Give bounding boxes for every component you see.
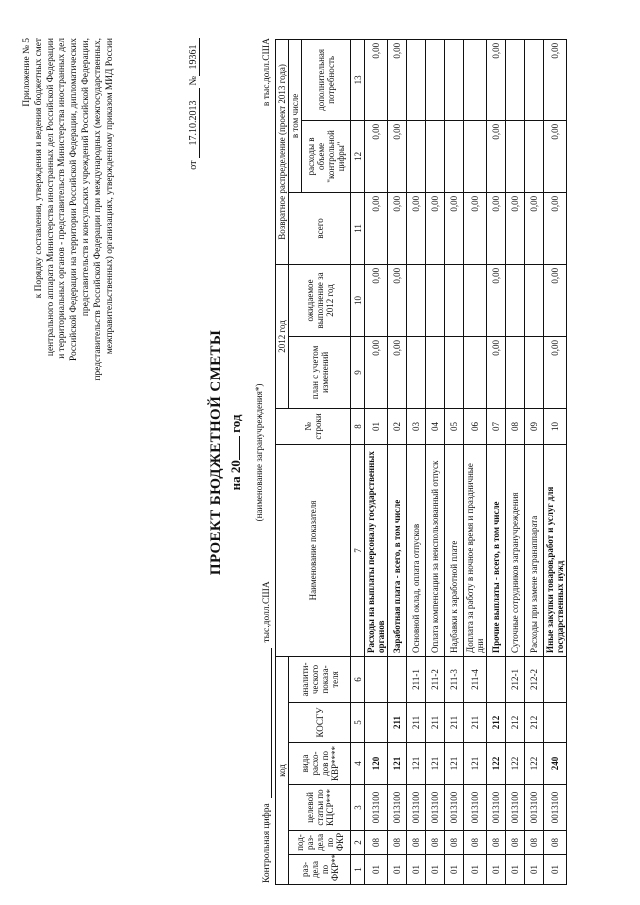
cell-nomer-stroki: 04	[426, 408, 445, 444]
cell-kontrol	[407, 120, 426, 192]
cell-vsego: 0,00	[487, 192, 506, 264]
header-vozvratnoe: Возвратное распределение (проект 2013 года)	[276, 39, 289, 264]
cell-razdel: 01	[426, 855, 445, 885]
cell-vsego: 0,00	[388, 192, 407, 264]
control-figure	[262, 581, 272, 883]
cell-dopolnitelnaya: 0,00	[388, 39, 407, 120]
cell-kontrol	[464, 120, 487, 192]
cell-vid-rashodov: 121	[445, 743, 464, 785]
cell-ozhidaemoe	[464, 264, 487, 336]
cell-naimenovanie: Расходы на выплаты персоналу государственных органов	[365, 444, 388, 656]
appendix-line: центрального аппарата Министерства иностранных дел Российской Федерации	[45, 38, 56, 357]
header-plan: план с учетом изменений	[289, 336, 351, 408]
subtitle-suffix: год	[228, 414, 243, 433]
cell-celevaya: 0013100	[365, 785, 388, 831]
header-rashody-v-obeme: расходы в объеме "контрольной цифры"	[302, 120, 351, 192]
cell-dopolnitelnaya	[525, 39, 544, 120]
cell-kosgu: 212	[506, 703, 525, 743]
cell-celevaya: 0013100	[464, 785, 487, 831]
cell-vsego: 0,00	[445, 192, 464, 264]
cell-vsego: 0,00	[365, 192, 388, 264]
cell-podrazdel: 08	[464, 831, 487, 855]
cell-dopolnitelnaya	[445, 39, 464, 120]
appendix-line: и территориальных органов - представительств Министерства иностранных дел	[57, 38, 68, 359]
cell-nomer-stroki: 10	[544, 408, 567, 444]
cell-vid-rashodov: 121	[407, 743, 426, 785]
cell-kosgu	[365, 703, 388, 743]
table-row	[426, 39, 445, 884]
cell-celevaya: 0013100	[544, 785, 567, 831]
cell-celevaya: 0013100	[487, 785, 506, 831]
cell-analiticheskiy: 212-2	[525, 656, 544, 702]
cell-vsego: 0,00	[544, 192, 567, 264]
cell-plan	[426, 336, 445, 408]
cell-kontrol	[426, 120, 445, 192]
cell-vid-rashodov: 120	[365, 743, 388, 785]
cell-ozhidaemoe: 0,00	[388, 264, 407, 336]
cell-celevaya: 0013100	[388, 785, 407, 831]
cell-vsego: 0,00	[525, 192, 544, 264]
table-row	[506, 39, 525, 884]
cell-naimenovanie: Доплата за работу в ночное время и праздничные дни	[464, 444, 487, 656]
cell-dopolnitelnaya: 0,00	[365, 39, 388, 120]
column-number: 1	[351, 855, 365, 885]
subtitle-prefix: на 20	[228, 460, 243, 491]
cell-ozhidaemoe	[506, 264, 525, 336]
table-row	[445, 39, 464, 884]
table-body	[365, 39, 567, 884]
cell-dopolnitelnaya	[426, 39, 445, 120]
cell-analiticheskiy: 212-1	[506, 656, 525, 702]
order-number-label: №	[188, 76, 199, 86]
cell-ozhidaemoe	[525, 264, 544, 336]
cell-dopolnitelnaya: 0,00	[544, 39, 567, 120]
appendix-line: представительств и консульских учреждений Российской Федерации,	[80, 38, 91, 317]
cell-podrazdel: 08	[487, 831, 506, 855]
cell-podrazdel: 08	[544, 831, 567, 855]
cell-naimenovanie: Надбавки к заработной плате	[445, 444, 464, 656]
cell-nomer-stroki: 06	[464, 408, 487, 444]
budget-table	[275, 39, 567, 885]
cell-celevaya: 0013100	[506, 785, 525, 831]
cell-podrazdel: 08	[407, 831, 426, 855]
cell-analiticheskiy	[544, 656, 567, 702]
cell-vid-rashodov: 122	[506, 743, 525, 785]
cell-celevaya: 0013100	[445, 785, 464, 831]
cell-celevaya: 0013100	[407, 785, 426, 831]
header-nomer-stroki: № строки	[276, 408, 351, 444]
cell-kontrol: 0,00	[487, 120, 506, 192]
cell-plan	[464, 336, 487, 408]
appendix-line: Приложение № 5	[22, 38, 32, 107]
cell-celevaya: 0013100	[426, 785, 445, 831]
cell-plan: 0,00	[365, 336, 388, 408]
order-number: 19361	[188, 38, 200, 76]
column-number-row	[351, 39, 365, 884]
cell-dopolnitelnaya	[464, 39, 487, 120]
column-number: 8	[351, 408, 365, 444]
cell-razdel: 01	[544, 855, 567, 885]
header-podrazdel: под-раз-дела по ФКР	[289, 831, 351, 855]
cell-razdel: 01	[445, 855, 464, 885]
cell-plan: 0,00	[388, 336, 407, 408]
cell-kosgu	[544, 703, 567, 743]
cell-analiticheskiy: 211-3	[445, 656, 464, 702]
cell-plan	[506, 336, 525, 408]
cell-vsego: 0,00	[464, 192, 487, 264]
header-year-2012: 2012 год	[276, 264, 289, 408]
cell-kontrol: 0,00	[388, 120, 407, 192]
header-kod: код	[276, 656, 289, 884]
cell-ozhidaemoe	[426, 264, 445, 336]
table-row	[365, 39, 388, 884]
appendix-header	[22, 38, 116, 508]
cell-nomer-stroki: 02	[388, 408, 407, 444]
table-row	[544, 39, 567, 884]
cell-analiticheskiy: 211-1	[407, 656, 426, 702]
cell-plan	[407, 336, 426, 408]
cell-plan	[445, 336, 464, 408]
cell-podrazdel: 08	[388, 831, 407, 855]
cell-razdel: 01	[506, 855, 525, 885]
cell-nomer-stroki: 01	[365, 408, 388, 444]
cell-podrazdel: 08	[426, 831, 445, 855]
cell-ozhidaemoe: 0,00	[487, 264, 506, 336]
column-number: 11	[351, 192, 365, 264]
institution-caption: (наименование загранучреждения*)	[254, 383, 264, 522]
header-razdel: раз-дела по ФКР**	[289, 855, 351, 885]
cell-nomer-stroki: 08	[506, 408, 525, 444]
cell-vid-rashodov: 122	[487, 743, 506, 785]
cell-plan: 0,00	[544, 336, 567, 408]
cell-plan: 0,00	[487, 336, 506, 408]
cell-naimenovanie: Суточные сотрудников загранучреждения	[506, 444, 525, 656]
cell-dopolnitelnaya	[506, 39, 525, 120]
cell-nomer-stroki: 09	[525, 408, 544, 444]
header-analiticheskiy: аналити-ческого показа-теля	[289, 656, 351, 702]
cell-nomer-stroki: 05	[445, 408, 464, 444]
column-number: 3	[351, 785, 365, 831]
cell-ozhidaemoe	[445, 264, 464, 336]
cell-kontrol: 0,00	[544, 120, 567, 192]
cell-razdel: 01	[525, 855, 544, 885]
header-celevaya: целевой статьи по КЦСР***	[289, 785, 351, 831]
cell-naimenovanie: Оплата компенсации за неиспользованный отпуск	[426, 444, 445, 656]
cell-ozhidaemoe	[407, 264, 426, 336]
cell-razdel: 01	[388, 855, 407, 885]
order-reference	[188, 38, 200, 170]
table-row	[407, 39, 426, 884]
header-dopolnitelnaya: дополнительная потребность	[302, 39, 351, 120]
column-number: 6	[351, 656, 365, 702]
control-blank	[271, 648, 272, 798]
cell-kosgu: 211	[407, 703, 426, 743]
column-number: 13	[351, 39, 365, 120]
header-naimenovanie: Наименование показателя	[276, 444, 351, 656]
table-row	[525, 39, 544, 884]
table-row	[487, 39, 506, 884]
column-number: 10	[351, 264, 365, 336]
cell-naimenovanie: Основной оклад, оплата отпусков	[407, 444, 426, 656]
cell-vsego: 0,00	[407, 192, 426, 264]
table-row	[388, 39, 407, 884]
appendix-line: межправительственных) организациях, утвержденному приказом МИД России	[104, 38, 115, 355]
cell-vid-rashodov: 121	[388, 743, 407, 785]
cell-celevaya: 0013100	[525, 785, 544, 831]
cell-dopolnitelnaya	[407, 39, 426, 120]
header-ozhidaemoe: ожидаемое выполнение за 2012 год	[289, 264, 351, 336]
header-kosgu: КОСГУ	[289, 703, 351, 743]
cell-naimenovanie: Заработная плата - всего, в том числе	[388, 444, 407, 656]
cell-podrazdel: 08	[506, 831, 525, 855]
appendix-line: представительств Российской Федерации при международных (межгосударственных,	[92, 38, 103, 381]
header-v-tom-chisle: в том числе	[289, 39, 302, 192]
cell-razdel: 01	[407, 855, 426, 885]
cell-kosgu: 212	[487, 703, 506, 743]
cell-kosgu: 211	[426, 703, 445, 743]
cell-kontrol	[506, 120, 525, 192]
cell-kosgu: 211	[464, 703, 487, 743]
cell-podrazdel: 08	[445, 831, 464, 855]
header-vsego: всего	[289, 192, 351, 264]
order-date: 17.10.2013	[188, 88, 200, 158]
cell-podrazdel: 08	[525, 831, 544, 855]
order-prefix: от	[188, 160, 199, 170]
cell-kosgu: 211	[445, 703, 464, 743]
document-subtitle	[228, 0, 244, 905]
cell-kontrol	[525, 120, 544, 192]
cell-vid-rashodov: 121	[464, 743, 487, 785]
appendix-line: к Порядку составления, утверждения и ведения бюджетных смет	[33, 38, 44, 299]
cell-razdel: 01	[365, 855, 388, 885]
cell-vid-rashodov: 122	[525, 743, 544, 785]
cell-analiticheskiy: 211-4	[464, 656, 487, 702]
cell-naimenovanie: Иные закупки товаров,работ и услуг для государственных нужд	[544, 444, 567, 656]
cell-analiticheskiy	[388, 656, 407, 702]
currency-unit: в тыс.долл.США	[262, 38, 272, 107]
cell-ozhidaemoe: 0,00	[544, 264, 567, 336]
cell-ozhidaemoe: 0,00	[365, 264, 388, 336]
cell-naimenovanie: Расходы при замене загранаппарата	[525, 444, 544, 656]
cell-razdel: 01	[487, 855, 506, 885]
column-number: 7	[351, 444, 365, 656]
cell-podrazdel: 08	[365, 831, 388, 855]
cell-vsego: 0,00	[426, 192, 445, 264]
cell-vid-rashodov: 121	[426, 743, 445, 785]
cell-plan	[525, 336, 544, 408]
cell-vid-rashodov: 240	[544, 743, 567, 785]
cell-naimenovanie: Прочие выплаты - всего, в том числе	[487, 444, 506, 656]
cell-kontrol	[445, 120, 464, 192]
column-number: 4	[351, 743, 365, 785]
table-row	[464, 39, 487, 884]
cell-nomer-stroki: 03	[407, 408, 426, 444]
cell-dopolnitelnaya: 0,00	[487, 39, 506, 120]
control-unit: тыс.долл.США	[262, 581, 272, 643]
cell-razdel: 01	[464, 855, 487, 885]
header-vid-rashodov: вида расхо-дов по КВР****	[289, 743, 351, 785]
year-blank	[239, 436, 240, 460]
cell-nomer-stroki: 07	[487, 408, 506, 444]
cell-kosgu: 211	[388, 703, 407, 743]
column-number: 12	[351, 120, 365, 192]
cell-analiticheskiy	[365, 656, 388, 702]
column-number: 5	[351, 703, 365, 743]
control-label: Контрольная цифра	[262, 803, 272, 883]
column-number: 9	[351, 336, 365, 408]
cell-kosgu: 212	[525, 703, 544, 743]
cell-analiticheskiy	[487, 656, 506, 702]
cell-vsego: 0,00	[506, 192, 525, 264]
document-title: ПРОЕКТ БЮДЖЕТНОЙ СМЕТЫ	[208, 329, 224, 576]
cell-kontrol: 0,00	[365, 120, 388, 192]
column-number: 2	[351, 831, 365, 855]
appendix-line: Российской Федерации на территории Российской Федерации, дипломатических	[69, 38, 80, 361]
cell-analiticheskiy: 211-2	[426, 656, 445, 702]
